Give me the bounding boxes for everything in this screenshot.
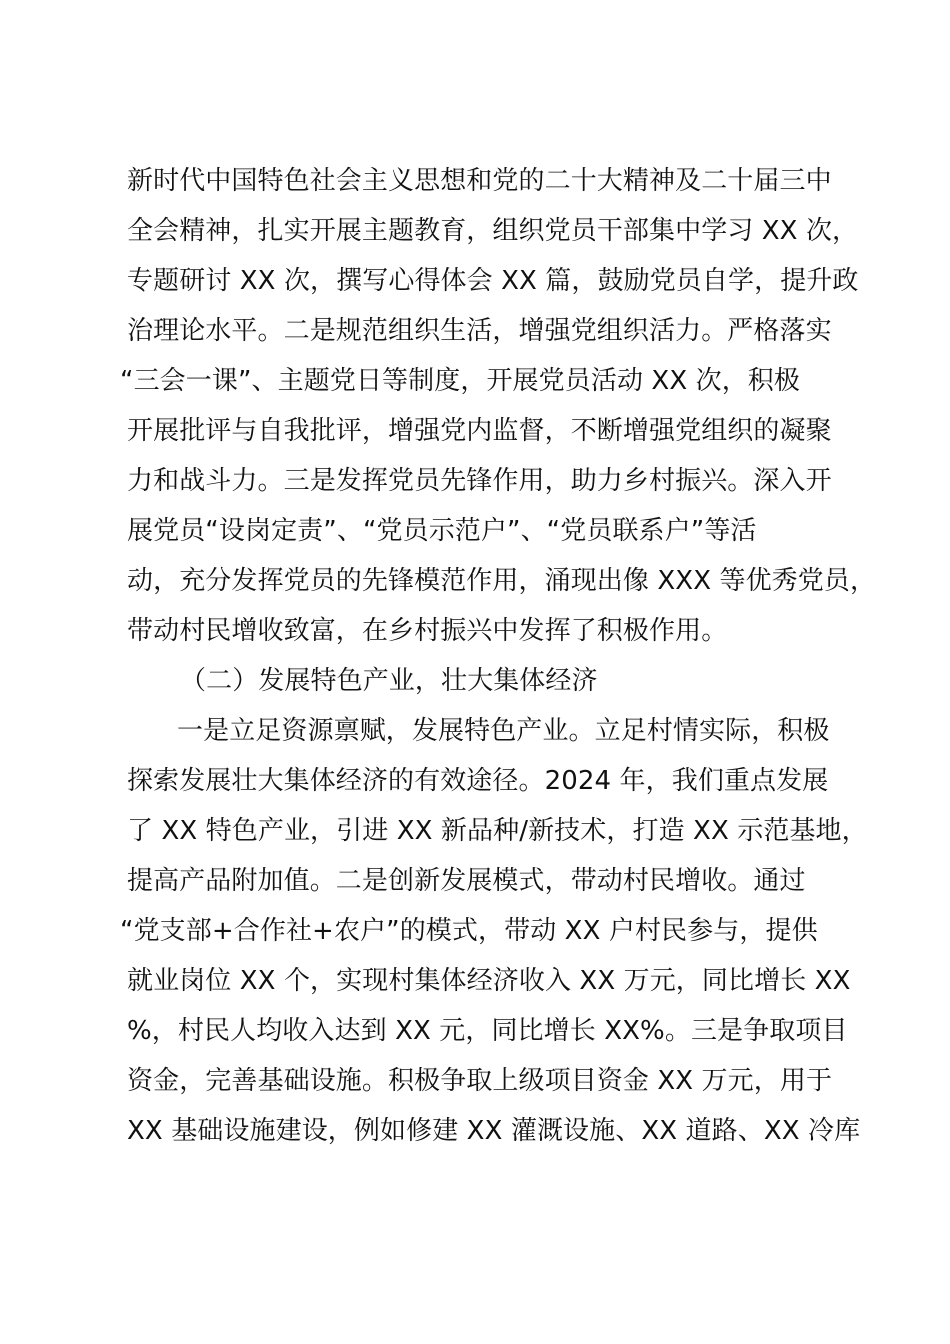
paragraph-line: 治理论水平。二是规范组织生活，增强党组织活力。严格落实	[127, 316, 832, 346]
paragraph-line: 就业岗位 XX 个，实现村集体经济收入 XX 万元，同比增长 XX	[127, 966, 851, 996]
paragraph-line: 全会精神，扎实开展主题教育，组织党员干部集中学习 XX 次，	[127, 216, 859, 246]
paragraph-line: 了 XX 特色产业，引进 XX 新品种/新技术，打造 XX 示范基地，	[127, 816, 868, 846]
paragraph-line: XX 基础设施建设，例如修建 XX 灌溉设施、XX 道路、XX 冷库	[127, 1116, 861, 1146]
paragraph-line: “党支部+合作社+农户”的模式，带动 XX 户村民参与，提供	[120, 916, 818, 946]
paragraph-line: 一是立足资源禀赋，发展特色产业。立足村情实际，积极	[177, 716, 830, 746]
paragraph-line: 探索发展壮大集体经济的有效途径。2024 年，我们重点发展	[127, 766, 829, 796]
paragraph-line: 提高产品附加值。二是创新发展模式，带动村民增收。通过	[127, 866, 806, 896]
paragraph-line: 资金，完善基础设施。积极争取上级项目资金 XX 万元，用于	[127, 1066, 833, 1096]
section-heading: （二）发展特色产业，壮大集体经济	[180, 666, 598, 696]
paragraph-line: 专题研讨 XX 次，撰写心得体会 XX 篇，鼓励党员自学，提升政	[127, 266, 859, 296]
paragraph-line: 动，充分发挥党员的先锋模范作用，涌现出像 XXX 等优秀党员，	[127, 566, 877, 596]
paragraph-line: “三会一课”、主题党日等制度，开展党员活动 XX 次，积极	[120, 366, 800, 396]
paragraph-line: 开展批评与自我批评，增强党内监督，不断增强党组织的凝聚	[127, 416, 832, 446]
paragraph-line: 新时代中国特色社会主义思想和党的二十大精神及二十届三中	[127, 166, 832, 196]
paragraph-line: 带动村民增收致富，在乡村振兴中发挥了积极作用。	[127, 616, 728, 646]
paragraph-line: 展党员“设岗定责”、“党员示范户”、“党员联系户”等活	[127, 516, 757, 546]
paragraph-line: 力和战斗力。三是发挥党员先锋作用，助力乡村振兴。深入开	[127, 466, 832, 496]
paragraph-line: %，村民人均收入达到 XX 元，同比增长 XX%。三是争取项目	[127, 1016, 848, 1046]
